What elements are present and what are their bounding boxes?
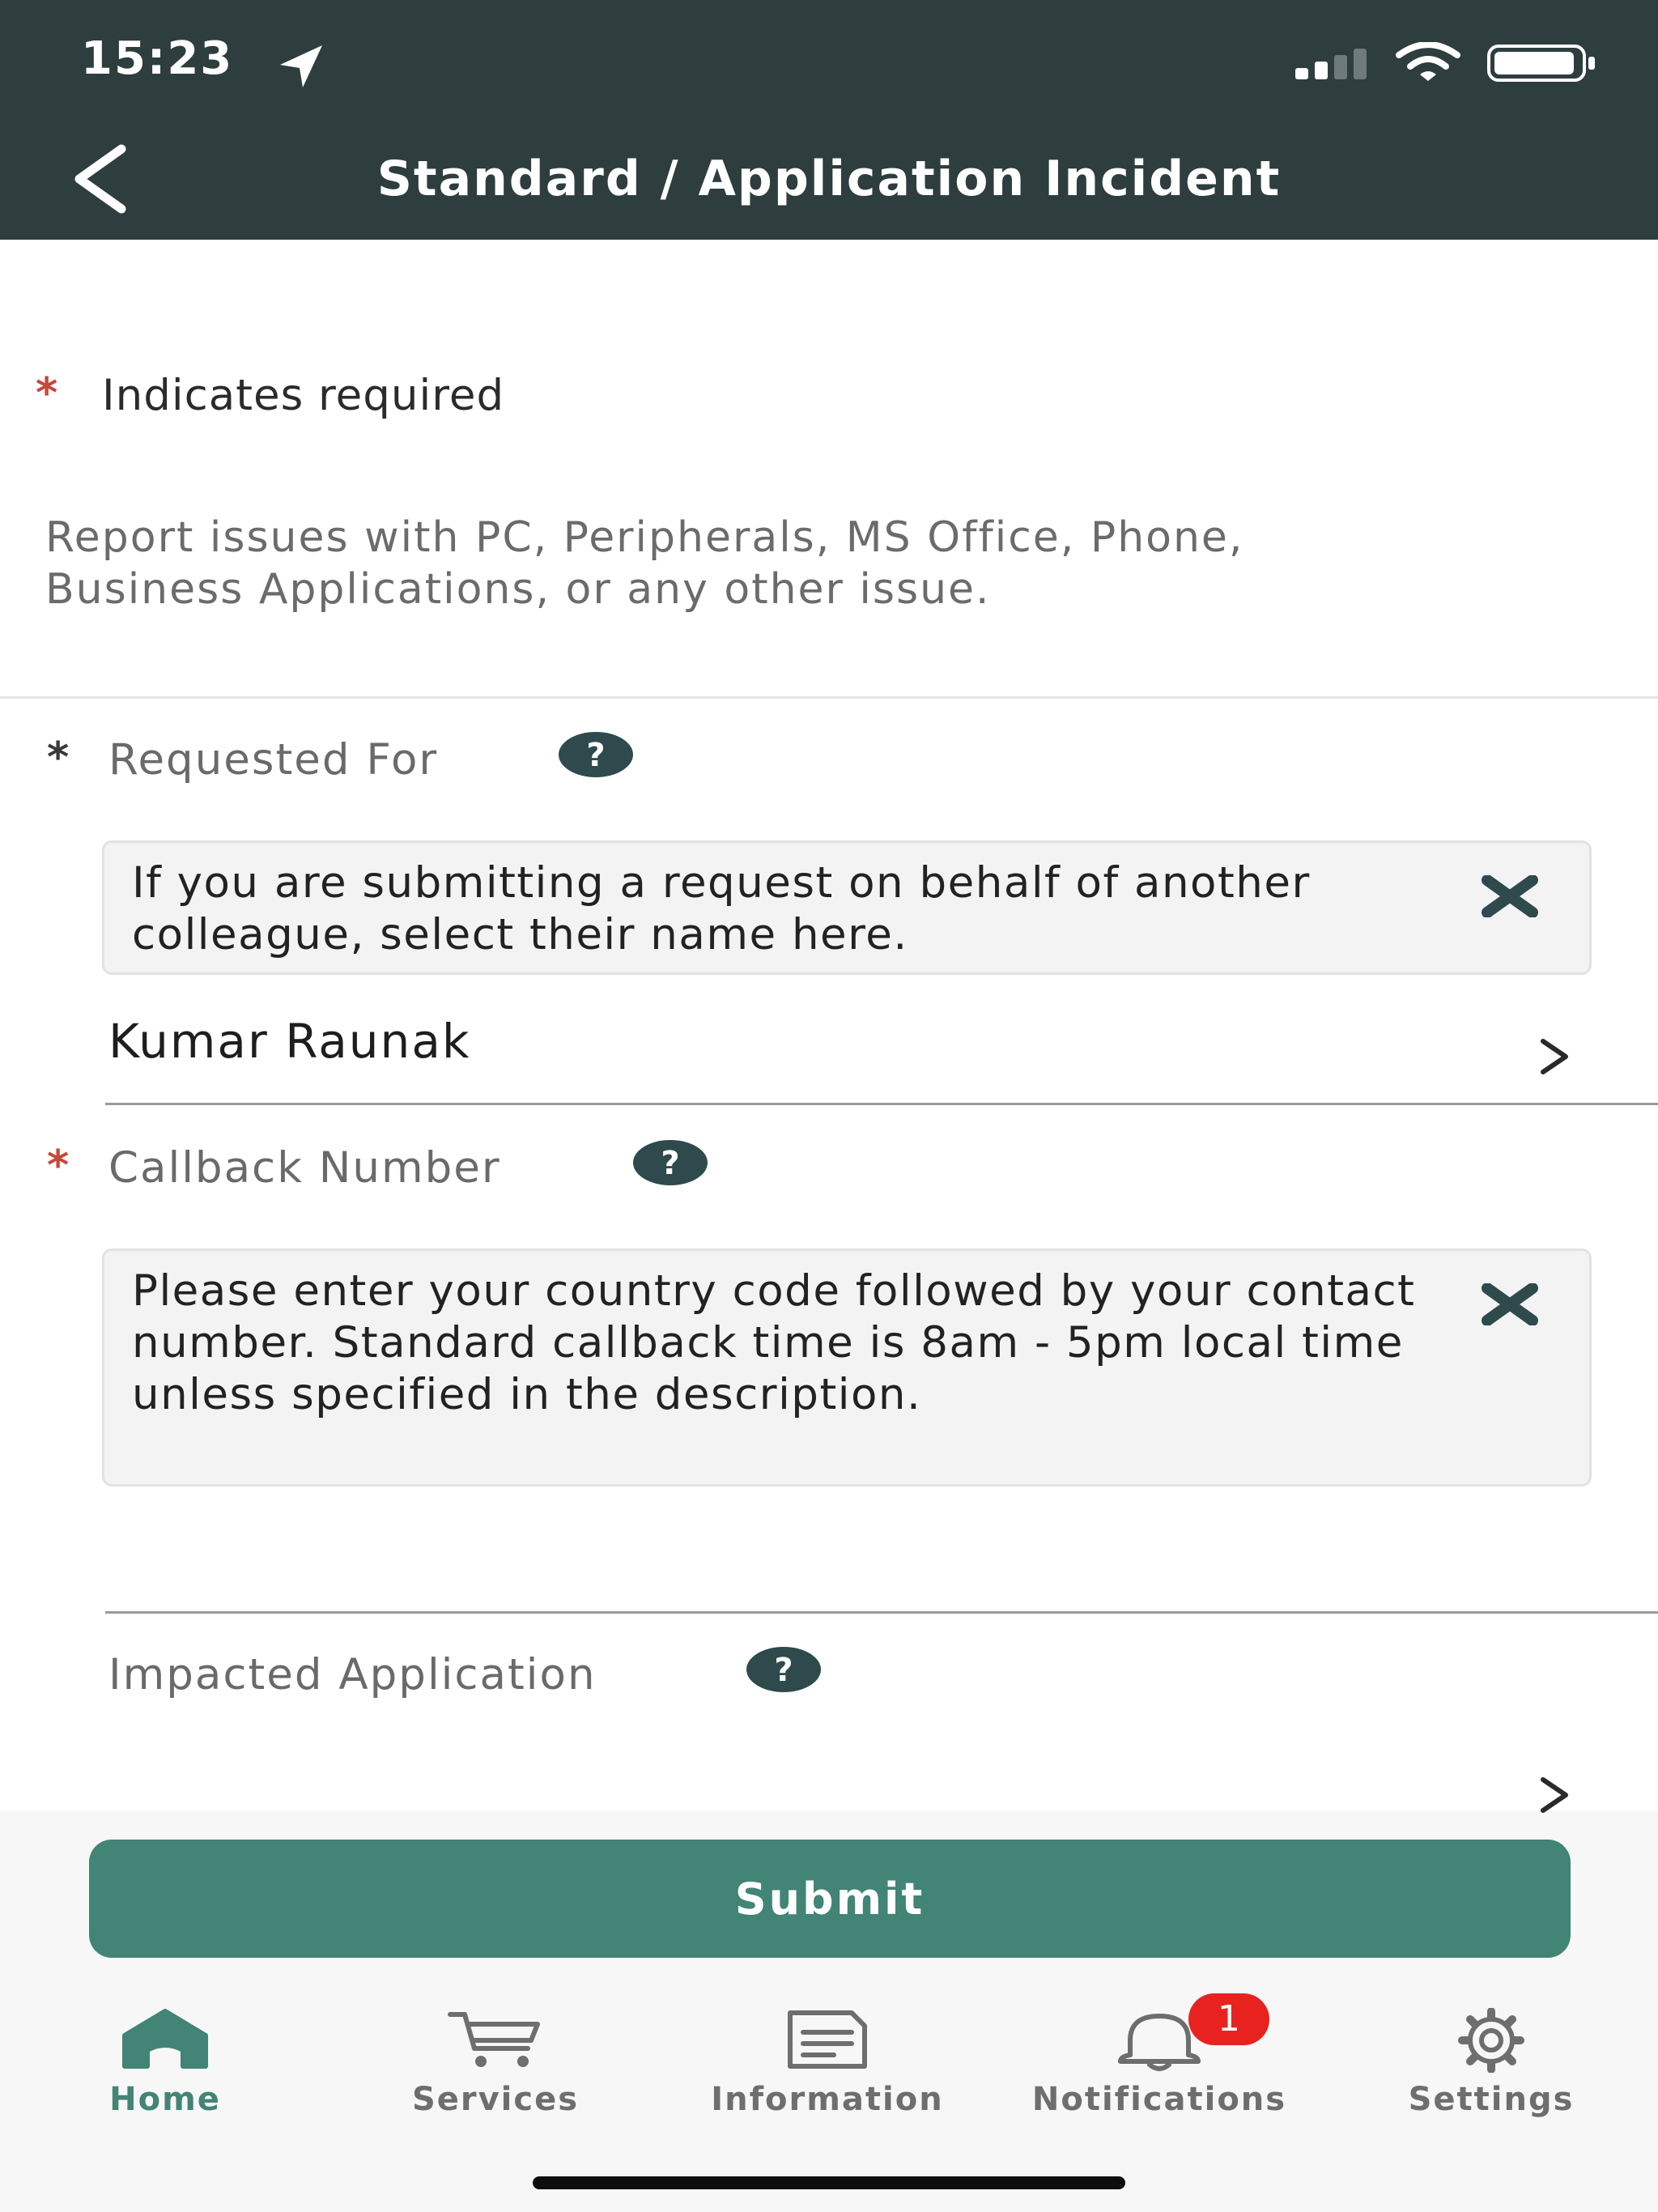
tab-label: Settings (1408, 2081, 1575, 2118)
tab-information[interactable] (690, 1985, 965, 2139)
tab-bar (0, 1985, 1658, 2147)
chevron-right-icon[interactable] (1537, 1775, 1572, 1815)
requested-for-label: Requested For (108, 735, 439, 785)
callback-number-input[interactable] (105, 1498, 1611, 1603)
document-icon (785, 2008, 869, 2071)
svg-text:?: ? (586, 737, 606, 774)
tab-label: Home (109, 2081, 221, 2118)
close-icon[interactable] (1479, 875, 1541, 917)
cart-icon (447, 2008, 544, 2069)
cellular-signal-icon (1295, 47, 1370, 79)
requested-for-help-text: If you are submitting a request on behalf of another colleague, select their name here. (132, 858, 1311, 959)
tab-label: Information (711, 2081, 944, 2118)
top-bar (0, 0, 1658, 240)
status-time: 15:23 (81, 32, 234, 85)
help-icon[interactable] (745, 1645, 823, 1694)
battery-icon (1486, 44, 1596, 83)
tab-settings[interactable] (1354, 1985, 1629, 2139)
required-star: * (47, 734, 70, 782)
divider (0, 696, 1658, 699)
close-icon[interactable] (1479, 1283, 1541, 1325)
callback-number-help-box (102, 1249, 1592, 1487)
requested-for-help-box (102, 840, 1592, 975)
callback-number-label: Callback Number (108, 1143, 501, 1193)
required-star: * (47, 1142, 70, 1190)
form-description: Report issues with PC, Peripherals, MS Office, Phone, Business Applications, or any other issue. (45, 513, 1244, 614)
home-indicator[interactable] (533, 2176, 1125, 2189)
svg-text:?: ? (774, 1652, 793, 1689)
tab-services[interactable] (358, 1985, 633, 2139)
tab-home[interactable] (28, 1985, 303, 2139)
gear-icon (1446, 2008, 1537, 2073)
notification-badge: 1 (1188, 1993, 1269, 2045)
location-arrow-icon (275, 40, 327, 92)
callback-number-help-text: Please enter your country code followed by your contact number. Standard callback time is 8am - 5pm local time unless specified in the description. (132, 1266, 1416, 1419)
chevron-right-icon[interactable] (1537, 1036, 1572, 1077)
requested-for-value[interactable]: Kumar Raunak (108, 1014, 471, 1069)
tab-label: Notifications (1031, 2081, 1287, 2118)
help-icon[interactable] (557, 730, 635, 779)
tab-label: Services (411, 2081, 580, 2118)
required-note: Indicates required (102, 371, 505, 420)
wifi-icon (1394, 42, 1462, 83)
help-icon[interactable] (631, 1138, 709, 1187)
required-indicator: * (36, 369, 58, 418)
svg-text:?: ? (661, 1145, 680, 1182)
submit-button[interactable]: Submit (89, 1840, 1571, 1958)
home-icon (118, 2008, 212, 2069)
page-title: Standard / Application Incident (376, 151, 1282, 207)
impacted-application-select[interactable] (105, 1749, 1611, 1810)
callback-number-underline (105, 1611, 1658, 1614)
impacted-application-label: Impacted Application (108, 1650, 597, 1699)
requested-for-underline (105, 1103, 1658, 1105)
